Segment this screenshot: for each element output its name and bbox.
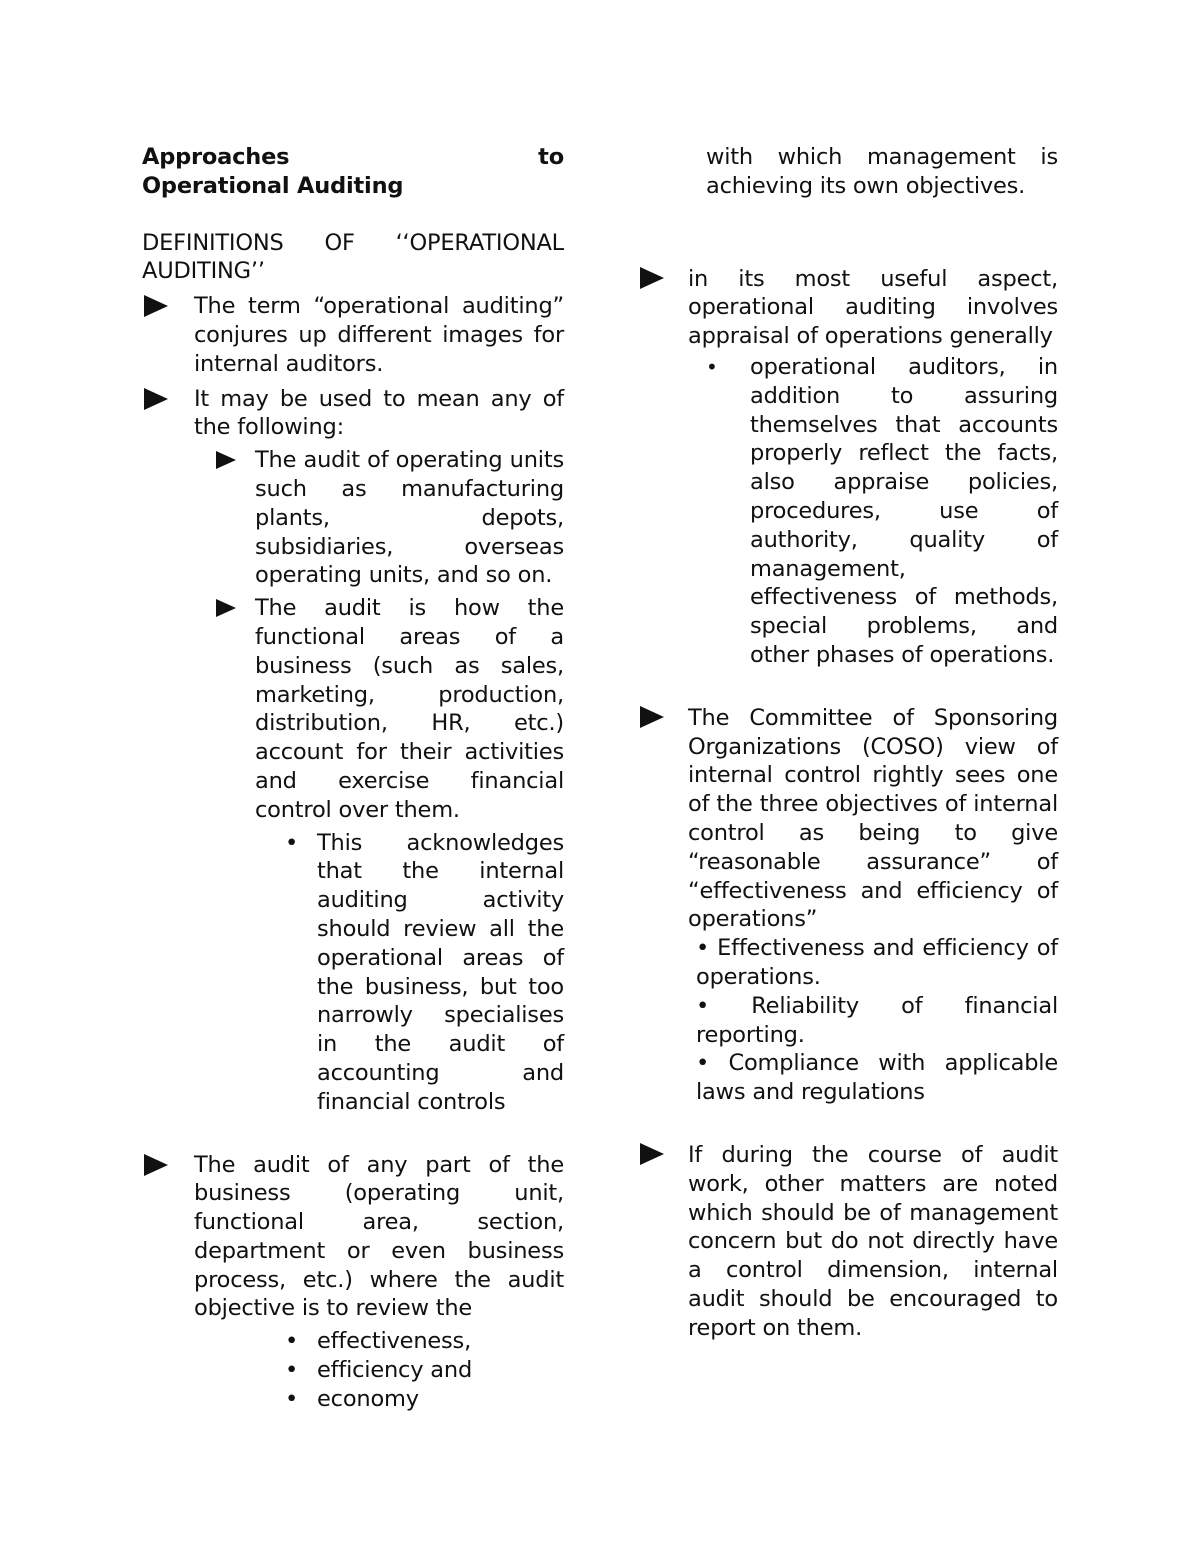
bullet-text: operational auditors, in addition to assuring themselves that accounts properly reflect the facts, also appraise policies, procedures, use of authority, quality of management, effectiveness of methods, special problems, and other phases of operations.	[750, 353, 1058, 668]
heading-line-2: AUDITING’’	[142, 258, 265, 285]
bullet-text: efficiency and	[317, 1357, 473, 1384]
bullet-dot-icon: •	[285, 1357, 299, 1384]
arrow-bullet-icon	[640, 267, 664, 289]
list-item-text: The Committee of Sponsoring Organizations (COSO) view of internal control rightly sees one of the three objectives of internal control as being to give “reasonable assurance” of “effectiveness and efficiency of operations”	[688, 704, 1058, 933]
bullet-dot-icon: •	[285, 1328, 299, 1355]
objective-item: • Effectiveness and efficiency of operations.	[696, 935, 1058, 990]
title-word-approaches: Approaches	[142, 144, 290, 170]
heading-word-3: ‘‘OPERATIONAL	[395, 229, 564, 256]
heading-word-2: OF	[324, 229, 355, 256]
continuation-text: with which management is achieving its own objectives.	[706, 144, 1058, 199]
arrow-bullet-icon	[144, 295, 168, 317]
arrow-bullet-icon	[216, 451, 236, 469]
bullet-text: This acknowledges that the internal auditing activity should review all the operational areas of the business, but too narrowly specialises in the audit of accounting and financial controls	[317, 829, 564, 1115]
list-item	[255, 1356, 564, 1385]
arrow-list-item	[640, 1141, 1058, 1343]
sub-list-item	[142, 446, 564, 590]
left-column	[142, 143, 564, 1414]
arrow-list-item	[640, 704, 1058, 1107]
arrow-bullet-icon	[144, 1154, 168, 1176]
list-item-text: If during the course of audit work, other matters are noted which should be of management concern but do not directly have a control dimension, internal audit should be encouraged to report on them.	[688, 1141, 1058, 1341]
bullet-text: effectiveness,	[317, 1328, 472, 1355]
arrow-bullet-icon	[640, 706, 664, 728]
section-heading	[142, 229, 564, 287]
title-line-2: Operational Auditing	[142, 172, 404, 199]
title-word-to: to	[538, 144, 564, 170]
bullet-dot-icon: •	[706, 354, 718, 379]
bullet-list	[255, 829, 564, 1117]
bullet-dot-icon: •	[285, 829, 299, 856]
arrow-bullet-icon	[144, 388, 168, 410]
bullet-list	[255, 1327, 564, 1413]
arrow-list-item	[142, 1151, 564, 1414]
arrow-list-item	[142, 385, 564, 1117]
right-column	[640, 143, 1058, 1342]
document-title	[142, 143, 564, 201]
arrow-bullet-icon	[640, 1143, 664, 1165]
objective-item: • Reliability of financial reporting.	[696, 992, 1058, 1048]
arrow-bullet-icon	[216, 599, 236, 617]
list-item-text: It may be used to mean any of the following:	[194, 385, 564, 441]
sub-item-text: The audit of operating units such as manufacturing plants, depots, subsidiaries, overseas operating units, and so on.	[255, 447, 564, 589]
list-item	[255, 829, 564, 1117]
sub-item-text: The audit is how the functional areas of a business (such as sales, marketing, production, distribution, HR, etc.) account for their activities and exercise financial control over them.	[255, 595, 564, 823]
heading-word-1: DEFINITIONS	[142, 229, 284, 256]
list-item-text: The audit of any part of the business (operating unit, functional area, section, department or even business process, etc.) where the audit objective is to review the	[194, 1151, 564, 1322]
list-item	[688, 353, 1058, 670]
list-item	[255, 1385, 564, 1414]
list-item-text: The term “operational auditing” conjures up different images for internal auditors.	[194, 293, 564, 377]
arrow-list-item	[640, 265, 1058, 670]
coso-objectives	[688, 934, 1058, 1107]
sub-list-item	[142, 594, 564, 1116]
list-item-text: in its most useful aspect, operational auditing involves appraisal of operations generally	[688, 265, 1058, 350]
bullet-list	[688, 353, 1058, 670]
objective-item: • Compliance with applicable laws and regulations	[696, 1050, 1058, 1106]
bullet-dot-icon: •	[285, 1385, 299, 1412]
arrow-list-item	[142, 292, 564, 378]
list-item	[255, 1327, 564, 1356]
bullet-text: economy	[317, 1385, 419, 1412]
